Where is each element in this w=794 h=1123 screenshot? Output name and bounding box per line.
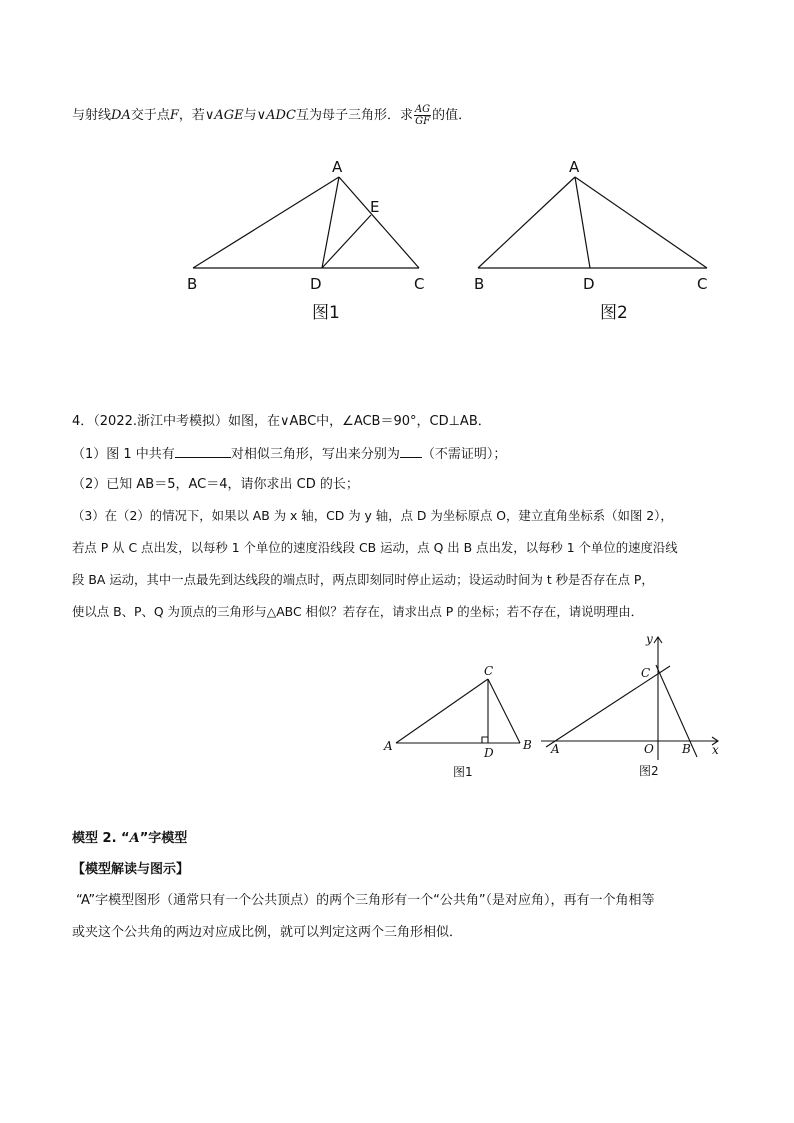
intro-text-3: ，若∨ [178, 108, 215, 123]
edge-CB [488, 679, 520, 743]
edge-AC [339, 177, 419, 268]
model2-subtitle: 【模型解读与图示】 [72, 862, 190, 877]
model2-title [72, 830, 187, 848]
q4-part2: （2）已知 AB＝5，AC＝4，请你求出 CD 的长； [72, 477, 359, 492]
triangle-ADC: ADC [266, 108, 296, 123]
answer-blank-triangles [400, 445, 422, 458]
edge-DE [322, 215, 371, 268]
q4-part1-text-c: （不需证明）； [421, 447, 507, 462]
fraction-denominator: GF [415, 116, 431, 127]
point-F: F [169, 108, 179, 123]
line-AC-extended [546, 666, 670, 747]
edge-AC-2 [575, 177, 707, 268]
q4-part3-line1: （3）在（2）的情况下，如果以 AB 为 x 轴，CD 为 y 轴，点 D 为坐标原点 O，建立直角坐标系（如图 2）， [72, 508, 673, 523]
label-C-2: C [697, 275, 708, 293]
label-C: C [414, 275, 425, 293]
fig2-label-A: A [551, 742, 560, 756]
edge-AC [396, 679, 488, 743]
figure-1-caption: 图1 [312, 303, 340, 323]
model2-title-prefix: 模型 2. “ [72, 831, 130, 846]
ray-DA: DA [111, 108, 131, 123]
edge-BA [193, 177, 339, 268]
figure-2-triangle [478, 177, 707, 268]
intro-text-1: 与射线 [72, 108, 112, 123]
q4-part3-line4: 使以点 B、P、Q 为顶点的三角形与△ABC 相似？若存在，请求出点 P 的坐标；若不存在，请说明理由． [72, 604, 644, 619]
q4-part1-text-a: （1）图 1 中共有 [72, 447, 175, 462]
label-B-2: B [474, 275, 485, 293]
q4-figures [0, 625, 794, 785]
fig1-label-A: A [384, 739, 393, 753]
q4-title: 4．（2022.浙江中考模拟）如图，在∨ABC中，∠ACB＝90°，CD⊥AB． [72, 414, 491, 429]
answer-blank-count [175, 445, 231, 458]
q4-part1-text-b: 对相似三角形，写出来分别为 [230, 447, 400, 462]
label-A: A [332, 158, 343, 176]
label-D: D [310, 275, 322, 293]
edge-AD-2 [575, 177, 590, 268]
figure-2-caption: 图2 [600, 303, 628, 323]
model2-para-line2: 或夹这个公共角的两边对应成比例，就可以判定这两个三角形相似． [72, 925, 463, 940]
intro-text-6: 的值． [432, 108, 472, 123]
q4-fig2-caption: 图2 [639, 764, 659, 778]
fig2-label-y: y [646, 632, 653, 646]
fig1-label-B: B [523, 738, 532, 752]
fig2-label-C: C [641, 666, 651, 680]
fig2-label-x: x [712, 743, 719, 757]
q4-part3-line3: 段 BA 运动，其中一点最先到达线段的端点时，两点即刻同时停止运动；设运动时间为 t 秒是否存在点 P， [72, 572, 654, 587]
figure-1-triangle [193, 177, 419, 268]
label-D-2: D [583, 275, 595, 293]
top-figures [0, 150, 794, 330]
fraction-AG-GF [414, 104, 431, 127]
q4-figure-1 [396, 679, 520, 743]
label-E: E [370, 198, 380, 216]
model2-title-A: A [129, 831, 140, 846]
fig2-label-O: O [644, 742, 654, 756]
intro-line [72, 104, 471, 127]
q4-part3-line2: 若点 P 从 C 点出发，以每秒 1 个单位的速度沿线段 CB 运动，点 Q 出 B 点出发，以每秒 1 个单位的速度沿线 [72, 540, 678, 555]
right-angle-mark [482, 737, 488, 743]
edge-AD [322, 177, 339, 268]
fig1-label-C: C [484, 664, 494, 678]
label-A-2: A [569, 158, 580, 176]
fig1-label-D: D [484, 746, 494, 760]
triangle-AGE: AGE [214, 108, 244, 123]
fig2-label-B: B [682, 742, 691, 756]
model2-para-line1: “A”字模型图形（通常只有一个公共顶点）的两个三角形有一个“公共角”（是对应角），再有一个角相等 [76, 893, 655, 908]
q4-fig1-caption: 图1 [453, 765, 473, 779]
fraction-numerator: AG [414, 104, 431, 115]
q4-figure-2 [541, 637, 718, 760]
model2-title-suffix: ”字模型 [139, 831, 188, 846]
intro-text-5: 互为母子三角形．求 [295, 108, 413, 123]
line-CB-extended [656, 665, 697, 757]
q4-part1 [72, 445, 506, 464]
intro-text-4: 与∨ [243, 108, 267, 123]
label-B: B [187, 275, 198, 293]
edge-BA-2 [478, 177, 575, 268]
intro-text-2: 交于点 [130, 108, 170, 123]
